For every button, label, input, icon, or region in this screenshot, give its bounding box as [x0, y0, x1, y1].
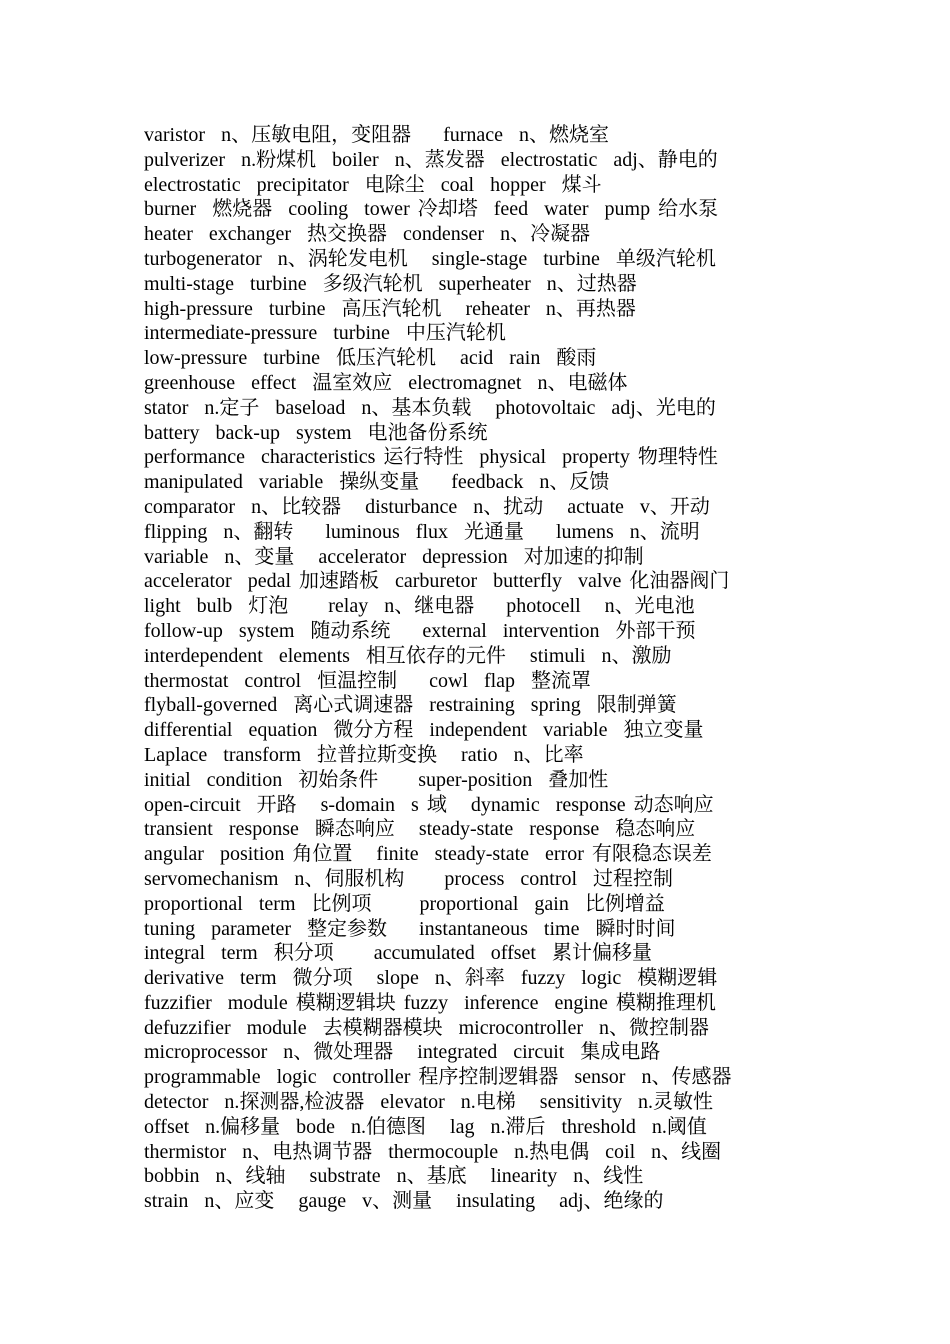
glossary-line-14: performance characteristics 运行特性 physical property 物理特性 — [144, 446, 718, 469]
glossary-line-13: battery back-up system 电池备份系统 — [144, 421, 488, 444]
glossary-line-10: low-pressure turbine 低压汽轮机 acid rain 酸雨 — [144, 347, 597, 370]
glossary-line-21: follow-up system 随动系统 external intervention 外部干预 — [144, 619, 696, 642]
glossary-line-38: microprocessor n、微处理器 integrated circuit 集成电路 — [144, 1041, 661, 1064]
glossary-line-8: high-pressure turbine 高压汽轮机 reheater n、再热器 — [144, 297, 636, 320]
glossary-line-12: stator n.定子 baseload n、基本负载 photovoltaic adj、光电的 — [144, 396, 716, 419]
glossary-line-23: thermostat control 恒温控制 cowl flap 整流罩 — [144, 669, 592, 692]
glossary-line-26: Laplace transform 拉普拉斯变换 ratio n、比率 — [144, 743, 584, 766]
glossary-line-29: transient response 瞬态响应 steady-state response 稳态响应 — [144, 818, 696, 841]
glossary-line-22: interdependent elements 相互依存的元件 stimuli n、激励 — [144, 644, 672, 667]
glossary-line-27: initial condition 初始条件 super-position 叠加性 — [144, 768, 609, 791]
glossary-line-24: flyball-governed 离心式调速器 restraining spring 限制弹簧 — [144, 694, 677, 717]
glossary-line-19: accelerator pedal 加速踏板 carburetor butterfly valve 化油器阀门 — [144, 570, 730, 593]
glossary-line-36: fuzzifier module 模糊逻辑块 fuzzy inference engine 模糊推理机 — [144, 991, 716, 1014]
glossary-line-41: offset n.偏移量 bode n.伯德图 lag n.滞后 threshold n.阈值 — [144, 1115, 707, 1138]
glossary-line-43: bobbin n、线轴 substrate n、基底 linearity n、线性 — [144, 1165, 644, 1188]
glossary-line-42: thermistor n、电热调节器 thermocouple n.热电偶 coil n、线圈 — [144, 1140, 722, 1163]
glossary-line-4: burner 燃烧器 cooling tower 冷却塔 feed water pump 给水泵 — [144, 198, 719, 221]
glossary-line-6: turbogenerator n、涡轮发电机 single-stage turbine 单级汽轮机 — [144, 247, 716, 270]
glossary-list — [144, 123, 824, 1214]
glossary-line-31: servomechanism n、伺服机构 process control 过程控制 — [144, 867, 674, 890]
glossary-line-18: variable n、变量 accelerator depression 对加速的抑制 — [144, 545, 644, 568]
glossary-line-33: tuning parameter 整定参数 instantaneous time 瞬时时间 — [144, 917, 676, 940]
glossary-line-17: flipping n、翻转 luminous flux 光通量 lumens n、流明 — [144, 520, 700, 543]
glossary-line-7: multi-stage turbine 多级汽轮机 superheater n、过热器 — [144, 272, 637, 295]
glossary-line-25: differential equation 微分方程 independent variable 独立变量 — [144, 719, 704, 742]
glossary-line-37: defuzzifier module 去模糊器模块 microcontroller n、微控制器 — [144, 1016, 709, 1039]
glossary-line-28: open-circuit 开路 s-domain s 域 dynamic response 动态响应 — [144, 793, 714, 816]
glossary-line-16: comparator n、比较器 disturbance n、扰动 actuate v、开动 — [144, 495, 710, 518]
glossary-line-3: electrostatic precipitator 电除尘 coal hopper 煤斗 — [144, 173, 602, 196]
glossary-line-2: pulverizer n.粉煤机 boiler n、蒸发器 electrostatic adj、静电的 — [144, 148, 718, 171]
glossary-line-30: angular position 角位置 finite steady-state error 有限稳态误差 — [144, 843, 712, 866]
glossary-line-20: light bulb 灯泡 relay n、继电器 photocell n、光电池 — [144, 595, 695, 618]
glossary-line-40: detector n.探测器,检波器 elevator n.电梯 sensitivity n.灵敏性 — [144, 1091, 714, 1114]
glossary-line-11: greenhouse effect 温室效应 electromagnet n、电磁体 — [144, 371, 628, 394]
glossary-line-5: heater exchanger 热交换器 condenser n、冷凝器 — [144, 223, 591, 246]
glossary-line-15: manipulated variable 操纵变量 feedback n、反馈 — [144, 471, 610, 494]
glossary-line-44: strain n、应变 gauge v、测量 insulating adj、绝缘的 — [144, 1190, 664, 1213]
glossary-line-9: intermediate-pressure turbine 中压汽轮机 — [144, 322, 506, 345]
glossary-line-32: proportional term 比例项 proportional gain 比例增益 — [144, 892, 665, 915]
glossary-line-39: programmable logic controller 程序控制逻辑器 sensor n、传感器 — [144, 1066, 732, 1089]
glossary-line-35: derivative term 微分项 slope n、斜率 fuzzy logic 模糊逻辑 — [144, 967, 718, 990]
glossary-line-1: varistor n、压敏电阻，变阻器 furnace n、燃烧室 — [144, 124, 610, 146]
glossary-line-34: integral term 积分项 accumulated offset 累计偏移量 — [144, 942, 652, 965]
